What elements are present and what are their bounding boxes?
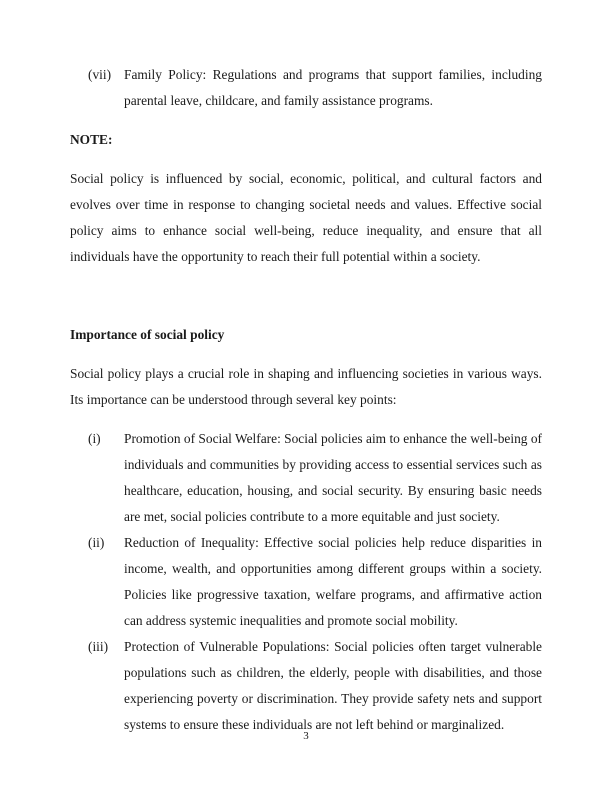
list-item [70, 62, 542, 114]
page-number: 3 [303, 730, 309, 742]
importance-roman-list [70, 426, 542, 738]
list-item-text: Protection of Vulnerable Populations: Social policies often target vulnerable populations such as children, the elderly, people with disabilities, and those experiencing poverty or discrimination. They provide safety nets and support systems to ensure these individuals are not left behind or marginalized. [124, 639, 542, 732]
list-item-text: Family Policy: Regulations and programs that support families, including parental leave, childcare, and family assistance programs. [124, 67, 542, 108]
page-content [70, 62, 542, 738]
spacer [70, 348, 542, 361]
list-item [70, 426, 542, 530]
spacer [70, 413, 542, 426]
list-item [70, 634, 542, 738]
spacer [70, 153, 542, 166]
spacer [70, 114, 542, 127]
list-item-text: Promotion of Social Welfare: Social policies aim to enhance the well-being of individuals and communities by providing access to essential services such as healthcare, education, housing, and social security. By ensuring basic needs are met, social policies contribute to a more equitable and just society. [124, 431, 542, 524]
spacer [70, 300, 542, 322]
section-heading: Importance of social policy [70, 327, 225, 342]
note-label: NOTE: [70, 132, 113, 147]
list-item-text: Reduction of Inequality: Effective social policies help reduce disparities in income, wealth, and opportunities among different groups within a society. Policies like progressive taxation, welfare programs, and affirmative action can address systemic inequalities and promote social mobility. [124, 535, 542, 628]
spacer [70, 270, 542, 300]
section-intro-paragraph: Social policy plays a crucial role in shaping and influencing societies in various ways. Its importance can be understood through several key points: [70, 366, 542, 407]
list-marker-i: (i) [88, 431, 101, 446]
list-marker-vii: (vii) [88, 67, 112, 82]
note-paragraph: Social policy is influenced by social, economic, political, and cultural factors and evolves over time in response to changing societal needs and values. Effective social policy aims to enhance social well-being, reduce inequality, and ensure that all individuals have the opportunity to reach their full potential within a society. [70, 171, 542, 264]
continued-roman-list [70, 62, 542, 114]
list-marker-ii: (ii) [88, 535, 105, 550]
list-item [70, 530, 542, 634]
list-marker-iii: (iii) [88, 639, 109, 654]
